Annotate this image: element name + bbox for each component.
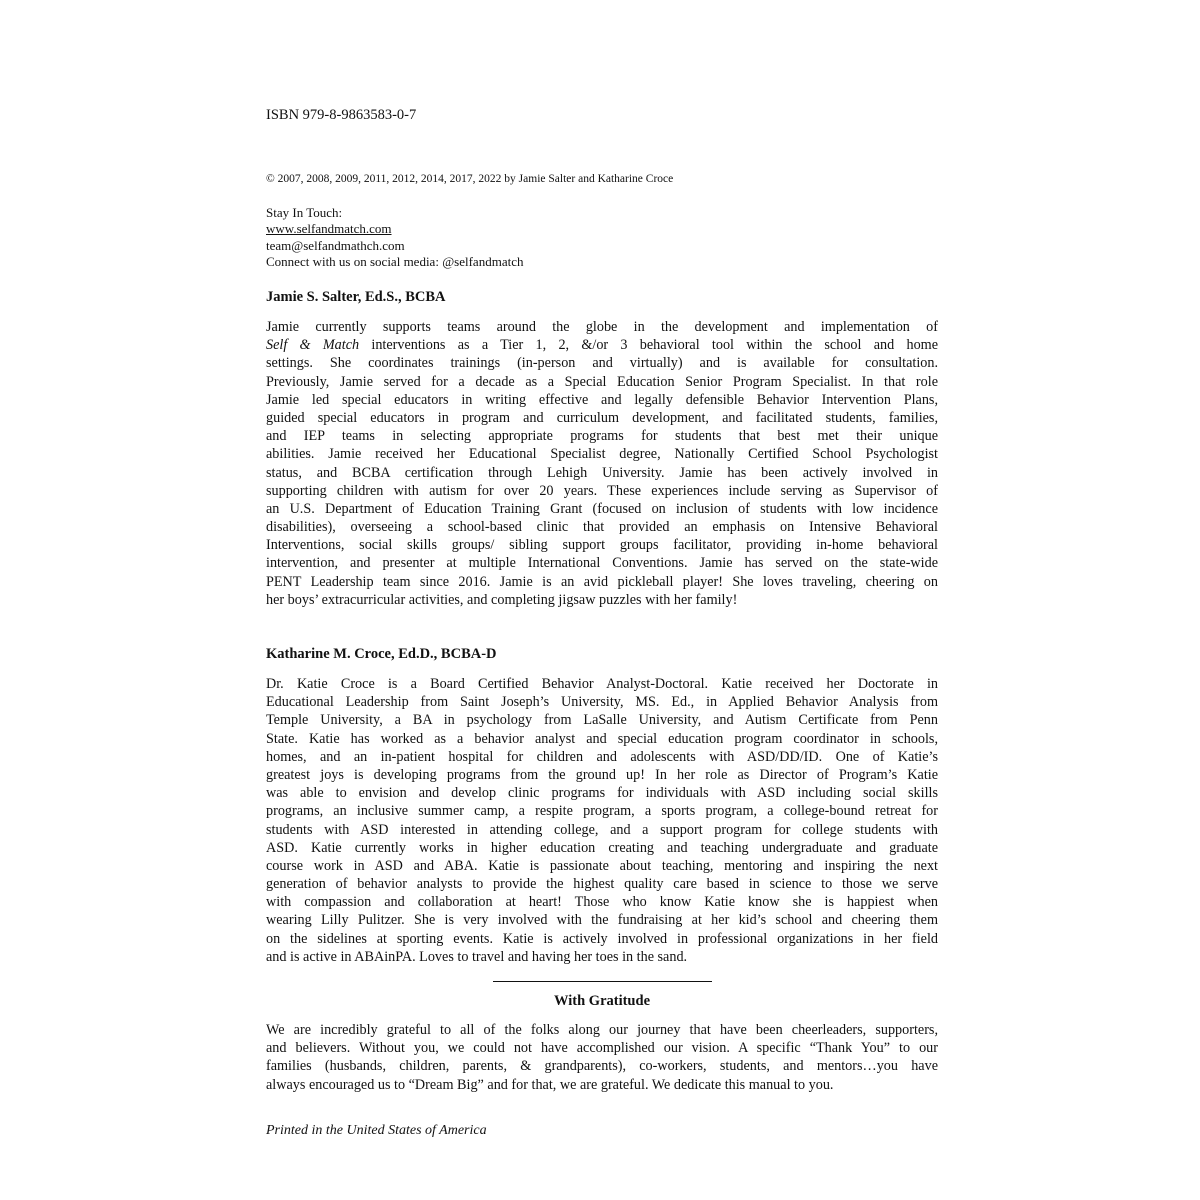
text-line: We are incredibly grateful to all of the folks along our journey that have been cheerleaders, supporters, (266, 1022, 938, 1038)
text-line: status, and BCBA certification through Lehigh University. Jamie has been actively involved in (266, 464, 938, 481)
text-line: settings. She coordinates trainings (in-person and virtually) and is available for consultation. (266, 355, 938, 372)
text-line: Interventions, social skills groups/ sibling support groups facilitator, providing in-home behavioral (266, 537, 938, 554)
text-line: families (husbands, children, parents, & grandparents), co-workers, students, and mentors…you have (266, 1058, 938, 1075)
text-line: and believers. Without you, we could not have accomplished our vision. A specific “Thank You” to our (266, 1040, 938, 1057)
text-line: always encouraged us to “Dream Big” and for that, we are grateful. We dedicate this manual to you. (266, 1076, 834, 1093)
text-line: Previously, Jamie served for a decade as a Special Education Senior Program Specialist. In that role (266, 373, 938, 390)
section-divider (493, 981, 712, 982)
isbn: ISBN 979-8-9863583-0-7 (266, 107, 417, 123)
text-line: an U.S. Department of Education Training Grant (focused on inclusion of students with low incidence (266, 500, 938, 517)
text-line: Jamie currently supports teams around the globe in the development and implementation of (266, 319, 938, 335)
text-line: ASD. Katie currently works in higher education creating and teaching undergraduate and graduate (266, 839, 938, 856)
text-line: abilities. Jamie received her Educational Specialist degree, Nationally Certified School Psychologist (266, 446, 938, 463)
katie-bio-heading: Katharine M. Croce, Ed.D., BCBA-D (266, 646, 497, 662)
text-line: guided special educators in program and curriculum development, and facilitated students, families, (266, 409, 938, 426)
text-line: generation of behavior analysts to provide the highest quality care based in science to those we serve (266, 876, 938, 893)
text-line: her boys’ extracurricular activities, and completing jigsaw puzzles with her family! (266, 591, 738, 608)
text-line: students with ASD interested in attending college, and a support program for college students with (266, 821, 938, 838)
gratitude-paragraph (266, 1021, 938, 1094)
text-line: course work in ASD and ABA. Katie is passionate about teaching, mentoring and inspiring the next (266, 857, 938, 874)
text-line: homes, and an in-patient hospital for children and adolescents with ASD/DD/ID. One of Katie’s (266, 748, 938, 765)
text-line: was able to envision and develop clinic programs for individuals with ASD including social skills (266, 785, 938, 802)
text-line: State. Katie has worked as a behavior analyst and special education program coordinator in schools, (266, 730, 938, 747)
text-line: wearing Lilly Pulitzer. She is very involved with the fundraising at her kid’s school and cheering them (266, 912, 938, 929)
printed-in-notice: Printed in the United States of America (266, 1123, 487, 1138)
text-line: and is active in ABAinPA. Loves to travel and having her toes in the sand. (266, 948, 688, 965)
text-segment: interventions as a Tier 1, 2, &/or 3 behavioral tool within the school and home (359, 337, 938, 354)
text-line: on the sidelines at sporting events. Katie is actively involved in professional organizations in her field (266, 930, 938, 947)
katie-bio-paragraph (266, 675, 938, 966)
text-line: Dr. Katie Croce is a Board Certified Behavior Analyst-Doctoral. Katie received her Doctorate in (266, 676, 938, 692)
text-line: PENT Leadership team since 2016. Jamie is an avid pickleball player! She loves traveling, cheering on (266, 573, 938, 590)
gratitude-heading: With Gratitude (554, 993, 650, 1009)
text-line: disabilities), overseeing a school-based clinic that provided an emphasis on Intensive Behavioral (266, 519, 938, 536)
website-link[interactable]: www.selfandmatch.com (266, 221, 392, 237)
text-line: with compassion and collaboration at heart! Those who know Katie know she is happiest when (266, 894, 938, 911)
text-line: Jamie led special educators in writing effective and legally defensible Behavior Intervention Plans, (266, 391, 938, 408)
text-line: programs, an inclusive summer camp, a respite program, a sports program, a college-bound retreat for (266, 803, 938, 820)
text-line: Educational Leadership from Saint Joseph’s University, MS. Ed., in Applied Behavior Analysis from (266, 694, 938, 711)
social-media-text: Connect with us on social media: @selfandmatch (266, 254, 524, 270)
jamie-bio-heading: Jamie S. Salter, Ed.S., BCBA (266, 289, 446, 305)
jamie-bio-paragraph (266, 318, 938, 609)
text-line: and IEP teams in selecting appropriate programs for students that best met their unique (266, 428, 938, 445)
text-line: intervention, and presenter at multiple International Conventions. Jamie has served on the state-wide (266, 555, 938, 572)
copyright-notice: © 2007, 2008, 2009, 2011, 2012, 2014, 2017, 2022 by Jamie Salter and Katharine Croce (266, 173, 674, 185)
contact-label: Stay In Touch: (266, 205, 343, 220)
text-line: greatest joys is developing programs from the ground up! In her role as Director of Program’s Katie (266, 766, 938, 783)
text-line (266, 336, 938, 354)
contact-block (266, 205, 523, 271)
italic-title: Self & Match (266, 337, 360, 354)
email-address: team@selfandmathch.com (266, 237, 405, 253)
text-line: Temple University, a BA in psychology from LaSalle University, and Autism Certificate from Penn (266, 712, 938, 729)
text-line: supporting children with autism for over 20 years. These experiences include serving as Supervisor of (266, 482, 938, 499)
